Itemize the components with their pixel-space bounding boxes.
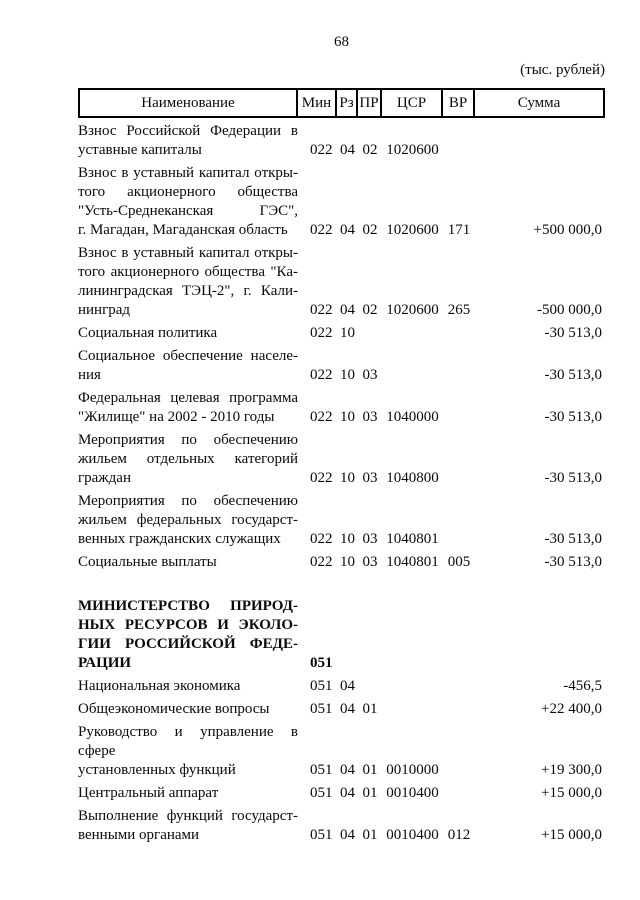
row-code-pr: 01 — [362, 827, 378, 843]
row-name-line: Центральный аппарат — [78, 785, 219, 801]
row-code-vr: 005 — [447, 554, 471, 570]
row-code-min: 022 — [310, 142, 333, 158]
budget-table — [78, 88, 605, 849]
row-name-line: ния — [78, 367, 101, 383]
row-sum: -30 513,0 — [544, 325, 602, 341]
header-vr: ВР — [443, 90, 475, 116]
row-sum: -30 513,0 — [544, 531, 602, 547]
row-code-csr: 1040801 — [386, 531, 439, 547]
row-name-line: Руководство и управление в сфере — [78, 724, 298, 759]
row-name-line: Национальная экономика — [78, 678, 241, 694]
row-sum: +19 300,0 — [541, 762, 602, 778]
row-code-min: 051 — [310, 827, 333, 843]
row-code-rz: 10 — [340, 325, 355, 341]
row-code-min: 022 — [310, 222, 333, 238]
table-row — [78, 553, 605, 572]
row-code-rz: 04 — [340, 785, 355, 801]
row-code-rz: 04 — [340, 701, 355, 717]
row-name — [78, 553, 298, 572]
row-code-min: 022 — [310, 409, 333, 425]
row-code-min: 051 — [310, 655, 333, 671]
row-name-line: "Жилище" на 2002 - 2010 годы — [78, 409, 275, 425]
row-name-line: нинград — [78, 302, 131, 318]
row-name-line: того акционерного общества — [78, 184, 298, 200]
row-name-line: ГИИ РОССИЙСКОЙ ФЕДЕ- — [78, 636, 298, 652]
row-code-csr: 1020600 — [386, 302, 439, 318]
table-row — [78, 324, 605, 343]
row-name-line: МИНИСТЕРСТВО ПРИРОД- — [78, 598, 298, 614]
table-row — [78, 784, 605, 803]
table-row — [78, 244, 605, 320]
row-code-csr: 0010400 — [386, 785, 439, 801]
row-name-line: граждан — [78, 470, 131, 486]
row-name — [78, 324, 298, 343]
row-code-pr: 03 — [362, 409, 378, 425]
row-code-pr: 03 — [362, 531, 378, 547]
row-code-pr: 01 — [362, 701, 378, 717]
row-code-csr: 1020600 — [386, 142, 439, 158]
row-code-min: 022 — [310, 470, 333, 486]
table-header-row — [78, 88, 605, 118]
row-name-line: Взнос в уставный капитал откры- — [78, 245, 298, 261]
row-sum: -500 000,0 — [537, 302, 602, 318]
row-name-line: того акционерного общества "Ка- — [78, 264, 298, 280]
row-name-line: установленных функций — [78, 762, 236, 778]
row-code-min: 022 — [310, 302, 333, 318]
row-name — [78, 677, 298, 696]
row-name-line: Выполнение функций государст- — [78, 808, 298, 824]
row-sum: +15 000,0 — [541, 785, 602, 801]
row-code-csr: 1020600 — [386, 222, 439, 238]
header-csr: ЦСР — [382, 90, 443, 116]
row-name-line: венных гражданских служащих — [78, 531, 281, 547]
row-code-min: 051 — [310, 785, 333, 801]
table-row — [78, 164, 605, 240]
row-code-pr: 02 — [362, 222, 378, 238]
row-name-line: Федеральная целевая программа — [78, 390, 298, 406]
row-code-csr: 0010000 — [386, 762, 439, 778]
row-name — [78, 347, 298, 385]
row-code-min: 022 — [310, 325, 333, 341]
row-code-min: 051 — [310, 701, 333, 717]
row-name — [78, 122, 298, 160]
row-code-pr: 03 — [362, 367, 378, 383]
row-name-line: жильем федеральных государст- — [78, 512, 298, 528]
row-sum: -30 513,0 — [544, 409, 602, 425]
row-name-line: РАЦИИ — [78, 655, 132, 671]
row-code-min: 051 — [310, 762, 333, 778]
row-name-line: НЫХ РЕСУРСОВ И ЭКОЛО- — [78, 617, 298, 633]
row-name-line: Взнос в уставный капитал откры- — [78, 165, 298, 181]
row-code-rz: 04 — [340, 142, 355, 158]
row-name-line: Социальная политика — [78, 325, 218, 341]
row-name-line: жильем отдельных категорий — [78, 451, 298, 467]
table-row — [78, 807, 605, 845]
row-code-pr: 03 — [362, 554, 378, 570]
row-code-vr: 171 — [447, 222, 471, 238]
table-row — [78, 347, 605, 385]
row-code-rz: 10 — [340, 554, 355, 570]
row-name-line: Общеэкономические вопросы — [78, 701, 270, 717]
row-sum: +22 400,0 — [541, 701, 602, 717]
row-name-line: г. Магадан, Магаданская область — [78, 222, 288, 238]
row-sum: -30 513,0 — [544, 367, 602, 383]
header-min: Мин — [298, 90, 337, 116]
row-name — [78, 784, 298, 803]
row-name-line: Социальные выплаты — [78, 554, 217, 570]
row-name-line: Мероприятия по обеспечению — [78, 493, 298, 509]
page-number: 68 — [334, 34, 349, 50]
row-name — [78, 723, 298, 780]
table-row — [78, 597, 605, 673]
table-row — [78, 677, 605, 696]
row-code-rz: 04 — [340, 302, 355, 318]
row-code-pr: 02 — [362, 142, 378, 158]
row-name-line: Взнос Российской Федерации в — [78, 123, 298, 139]
row-code-csr: 1040801 — [386, 554, 439, 570]
row-code-pr: 01 — [362, 762, 378, 778]
row-name — [78, 164, 298, 240]
row-code-csr: 1040800 — [386, 470, 439, 486]
row-name-line: Мероприятия по обеспечению — [78, 432, 298, 448]
row-code-vr: 012 — [447, 827, 471, 843]
row-code-pr: 03 — [362, 470, 378, 486]
table-row — [78, 122, 605, 160]
header-name: Наименование — [80, 90, 298, 116]
table-row — [78, 492, 605, 549]
row-code-min: 022 — [310, 367, 333, 383]
row-code-rz: 10 — [340, 531, 355, 547]
row-code-rz: 04 — [340, 678, 355, 694]
row-code-rz: 04 — [340, 762, 355, 778]
row-code-rz: 04 — [340, 827, 355, 843]
row-name — [78, 431, 298, 488]
row-code-rz: 10 — [340, 409, 355, 425]
header-rz: Рз — [337, 90, 358, 116]
header-sum: Сумма — [517, 94, 561, 111]
row-name — [78, 492, 298, 549]
row-sum: -30 513,0 — [544, 470, 602, 486]
row-code-rz: 10 — [340, 367, 355, 383]
row-name-line: уставные капиталы — [78, 142, 202, 158]
table-row — [78, 431, 605, 488]
row-name — [78, 807, 298, 845]
row-code-csr: 1040000 — [386, 409, 439, 425]
row-code-min: 051 — [310, 678, 333, 694]
row-code-rz: 04 — [340, 222, 355, 238]
row-name-line: "Усть-Среднеканская ГЭС", — [78, 203, 298, 219]
row-code-rz: 10 — [340, 470, 355, 486]
row-name-line: лининградская ТЭЦ-2", г. Кали- — [78, 283, 298, 299]
row-code-min: 022 — [310, 531, 333, 547]
header-pr: ПР — [358, 90, 382, 116]
row-code-csr: 0010400 — [386, 827, 439, 843]
row-sum: +15 000,0 — [541, 827, 602, 843]
row-name — [78, 389, 298, 427]
row-name-line: Социальное обеспечение населе- — [78, 348, 298, 364]
row-sum: +500 000,0 — [533, 222, 602, 238]
units-note: (тыс. рублей) — [520, 62, 605, 78]
table-row — [78, 700, 605, 719]
row-code-pr: 01 — [362, 785, 378, 801]
row-sum: -456,5 — [563, 678, 602, 694]
table-row — [78, 389, 605, 427]
row-name — [78, 700, 298, 719]
row-name — [78, 244, 298, 320]
row-code-min: 022 — [310, 554, 333, 570]
row-code-pr: 02 — [362, 302, 378, 318]
table-body — [78, 122, 605, 845]
row-name-line: венными органами — [78, 827, 200, 843]
table-row — [78, 723, 605, 780]
row-code-vr: 265 — [447, 302, 471, 318]
row-name — [78, 597, 298, 673]
row-sum: -30 513,0 — [544, 554, 602, 570]
